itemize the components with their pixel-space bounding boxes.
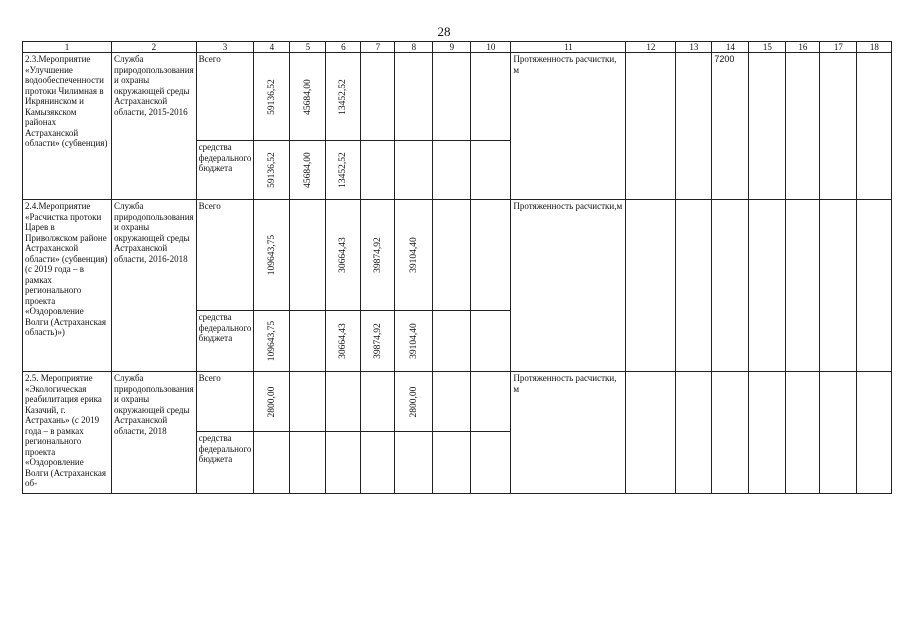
- funding-source: Всего: [196, 372, 254, 432]
- value-cell: [395, 200, 433, 311]
- value-cell: [433, 141, 471, 200]
- value-cell: [254, 432, 290, 494]
- indicator-value: [712, 200, 749, 372]
- value-cell: [433, 372, 471, 432]
- table-row: [23, 372, 892, 432]
- value-cell: [433, 53, 471, 141]
- col-header: 1: [23, 42, 112, 53]
- table-row: [23, 200, 892, 311]
- col-header: 17: [820, 42, 857, 53]
- empty-cell: [820, 372, 857, 494]
- col-header: 15: [749, 42, 786, 53]
- empty-cell: [749, 53, 786, 200]
- indicator-name: Протяженность расчистки, м: [511, 53, 626, 200]
- col-header: 3: [196, 42, 254, 53]
- col-header: 14: [712, 42, 749, 53]
- col-header: 6: [326, 42, 361, 53]
- value-cell: [290, 311, 326, 372]
- value-cell: [361, 53, 395, 141]
- empty-cell: [676, 200, 712, 372]
- value-cell: [361, 141, 395, 200]
- col-header: 7: [361, 42, 395, 53]
- col-header: 2: [112, 42, 197, 53]
- value-text: 39104,40: [408, 237, 419, 273]
- value-cell: [254, 141, 290, 200]
- value-cell: [290, 141, 326, 200]
- value-cell: [326, 311, 361, 372]
- table-row: [23, 53, 892, 141]
- column-number-row: [23, 42, 892, 53]
- value-text: 39874,92: [372, 237, 383, 273]
- measure-name: 2.5. Мероприятие «Экологическая реабилитация ерика Казачий, г. Астрахань» (с 2019 года – в рамках регионального проекта «Оздоровление Волги (Астраханская об-: [23, 372, 112, 494]
- indicator-name: Протяженность расчистки,м: [511, 200, 626, 372]
- value-cell: [395, 141, 433, 200]
- value-cell: [254, 372, 290, 432]
- col-header: 5: [290, 42, 326, 53]
- value-text: 39104,40: [408, 323, 419, 359]
- value-cell: [395, 311, 433, 372]
- funding-source: средства федерального бюджета: [196, 141, 254, 200]
- value-cell: [326, 200, 361, 311]
- value-cell: [326, 141, 361, 200]
- empty-cell: [786, 372, 820, 494]
- value-cell: [361, 432, 395, 494]
- empty-cell: [626, 372, 676, 494]
- col-header: 16: [786, 42, 820, 53]
- col-header: 8: [395, 42, 433, 53]
- value-text: 39874,92: [372, 323, 383, 359]
- col-header: 9: [433, 42, 471, 53]
- value-text: 59136,52: [266, 152, 277, 188]
- funding-source: Всего: [196, 200, 254, 311]
- col-header: 10: [471, 42, 511, 53]
- col-header: 12: [626, 42, 676, 53]
- empty-cell: [786, 53, 820, 200]
- value-cell: [471, 141, 511, 200]
- value-text: 2800,00: [266, 386, 277, 417]
- col-header: 4: [254, 42, 290, 53]
- value-cell: [471, 372, 511, 432]
- indicator-name: Протяженность расчистки, м: [511, 372, 626, 494]
- value-cell: [471, 432, 511, 494]
- value-text: 30664,43: [338, 323, 349, 359]
- measure-name: 2.4.Мероприятие «Расчистка протоки Царев в Приволжском районе Астраханской области» (субвенция) (с 2019 года – в рамках регионального проекта «Оздоровление Волги (Астраханская область)»): [23, 200, 112, 372]
- value-cell: [395, 53, 433, 141]
- value-cell: [361, 372, 395, 432]
- value-cell: [326, 372, 361, 432]
- measure-name: 2.3.Мероприятие «Улучшение водообеспеченности протоки Чилимная в Икрянинском и Камызякском районах Астраханской области» (субвенция): [23, 53, 112, 200]
- responsible-executor: Служба природопользования и охраны окружающей среды Астраханской области, 2016-2018: [112, 200, 197, 372]
- col-header: 11: [511, 42, 626, 53]
- value-text: 109643,75: [266, 234, 277, 276]
- empty-cell: [820, 53, 857, 200]
- value-cell: [290, 372, 326, 432]
- value-text: 45684,00: [302, 152, 313, 188]
- funding-source: Всего: [196, 53, 254, 141]
- empty-cell: [676, 53, 712, 200]
- col-header: 18: [857, 42, 892, 53]
- value-cell: [433, 311, 471, 372]
- value-cell: [395, 432, 433, 494]
- responsible-executor: Служба природопользования и охраны окружающей среды Астраханской области, 2015-2016: [112, 53, 197, 200]
- funding-source: средства федерального бюджета: [196, 432, 254, 494]
- indicator-value: 7200: [712, 53, 749, 200]
- value-cell: [471, 53, 511, 141]
- value-cell: [361, 311, 395, 372]
- value-cell: [290, 432, 326, 494]
- value-text: 30664,43: [338, 237, 349, 273]
- value-text: 45684,00: [302, 78, 313, 115]
- empty-cell: [626, 200, 676, 372]
- page-number: 28: [437, 24, 451, 39]
- empty-cell: [676, 372, 712, 494]
- col-header: 13: [676, 42, 712, 53]
- value-text: 109643,75: [266, 320, 277, 362]
- value-text: 13452,52: [338, 152, 349, 188]
- program-table: [22, 41, 892, 494]
- funding-source: средства федерального бюджета: [196, 311, 254, 372]
- value-cell: [290, 53, 326, 141]
- indicator-value: [712, 372, 749, 494]
- empty-cell: [786, 200, 820, 372]
- value-cell: [471, 200, 511, 311]
- value-cell: [361, 200, 395, 311]
- empty-cell: [857, 200, 892, 372]
- value-cell: [395, 372, 433, 432]
- value-cell: [290, 200, 326, 311]
- value-cell: [433, 432, 471, 494]
- value-cell: [471, 311, 511, 372]
- empty-cell: [626, 53, 676, 200]
- value-text: 59136,52: [266, 78, 277, 115]
- value-cell: [326, 53, 361, 141]
- value-cell: [254, 53, 290, 141]
- empty-cell: [820, 200, 857, 372]
- empty-cell: [857, 372, 892, 494]
- value-text: 13452,52: [338, 78, 349, 115]
- value-cell: [433, 200, 471, 311]
- empty-cell: [749, 372, 786, 494]
- empty-cell: [749, 200, 786, 372]
- value-cell: [254, 311, 290, 372]
- value-cell: [326, 432, 361, 494]
- responsible-executor: Служба природопользования и охраны окружающей среды Астраханской области, 2018: [112, 372, 197, 494]
- value-text: 2800,00: [408, 386, 419, 417]
- empty-cell: [857, 53, 892, 200]
- value-cell: [254, 200, 290, 311]
